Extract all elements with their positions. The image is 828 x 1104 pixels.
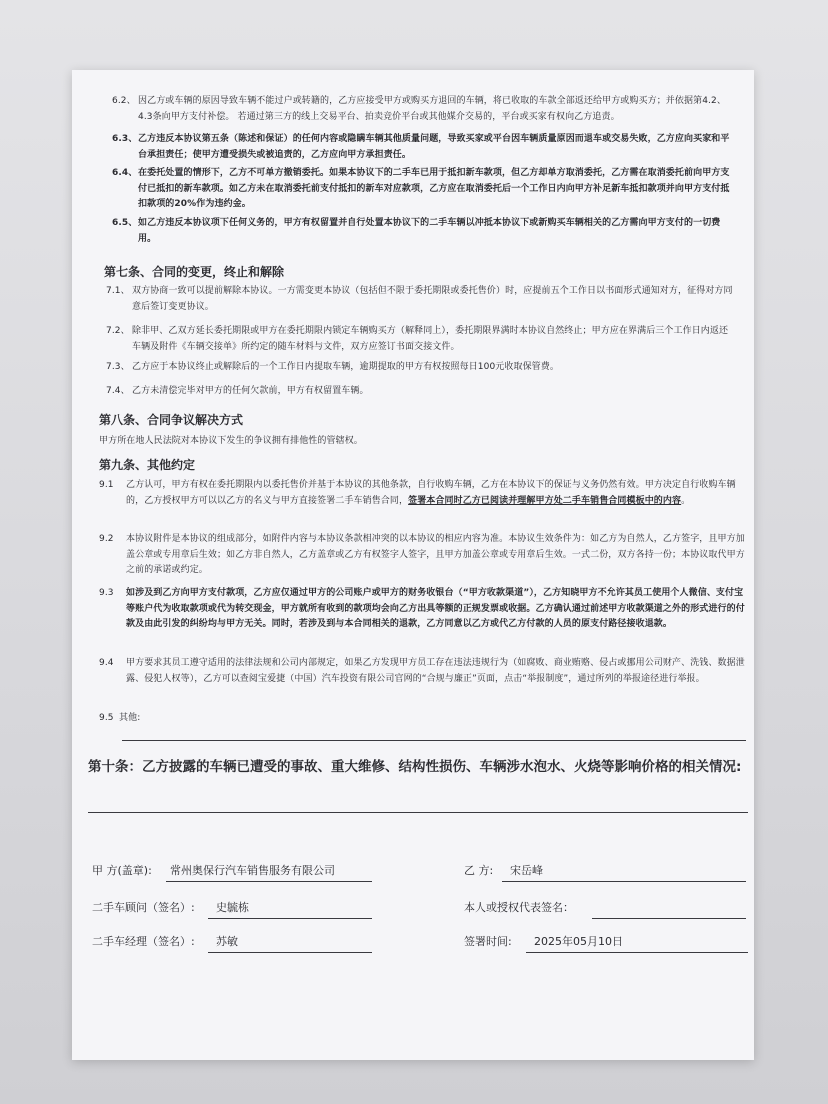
manager-line — [208, 952, 372, 953]
other-terms-line — [122, 740, 746, 741]
disclosure-line — [88, 812, 748, 813]
advisor-value: 史毓栋 — [216, 901, 249, 914]
clause-7-4 — [106, 384, 734, 400]
clause-number: 6.3、 — [112, 134, 138, 144]
advisor-label: 二手车顾问（签名）: — [92, 901, 195, 914]
clause-text: 乙方违反本协议第五条（陈述和保证）的任何内容或隐瞒车辆其他质量问题，导致买家或平台因车辆质量原因而退车或交易失败，乙方应向买家和平台承担责任；使甲方遭受损失或被追责的，乙方应向甲方承担责任。 — [138, 134, 730, 160]
clause-6-3 — [112, 132, 730, 163]
clause-text: 乙方未清偿完毕对甲方的任何欠款前，甲方有权留置车辆。 — [132, 386, 369, 396]
clause-text: 因乙方或车辆的原因导致车辆不能过户或转籍的，乙方应接受甲方或购买方退回的车辆，将已收取的车款全部返还给甲方或购买方；并依据第4.2、4.3条向甲方支付补偿。 若通过第三方的线上交易平台、拍卖竞价平台或其他媒介交易的，平台或买家有权向乙方追责。 — [138, 96, 726, 122]
clause-number: 9.5 — [99, 713, 114, 723]
clause-7-1 — [106, 284, 734, 315]
clause-9-1 — [99, 478, 747, 509]
clause-7-3 — [106, 360, 734, 376]
party-a-label: 甲 方(盖章): — [92, 864, 152, 877]
party-a-value: 常州奥保行汽车销售服务有限公司 — [170, 864, 335, 877]
date-line — [526, 952, 748, 953]
advisor-line — [208, 918, 372, 919]
rep-line — [592, 918, 746, 919]
section-7-title: 第七条、合同的变更，终止和解除 — [104, 265, 285, 279]
clause-number: 7.3、 — [106, 362, 130, 372]
clause-number: 9.4 — [99, 658, 114, 668]
section-8-text: 甲方所在地人民法院对本协议下发生的争议拥有排他性的管辖权。 — [99, 436, 363, 446]
clause-6-2 — [112, 94, 730, 125]
clause-9-1-body: 乙方认可，甲方有权在委托期限内以委托售价并基于本协议的其他条款，自行收购车辆，乙方在本协议下的保证与义务仍然有效。甲方决定自行收购车辆的，乙方授权甲方可以以乙方的名义与甲方直接签署二手车销售合同， — [126, 480, 736, 506]
section-9-title: 第九条、其他约定 — [99, 458, 196, 472]
clause-9-1-emphasis: 签署本合同时乙方已阅读并理解甲方处二手车销售合同模板中的内容 — [408, 495, 682, 506]
clause-number: 9.3 — [99, 588, 114, 598]
clause-9-1-end: 。 — [681, 495, 691, 506]
clause-text: 双方协商一致可以提前解除本协议。一方需变更本协议（包括但不限于委托期限或委托售价）时，应提前五个工作日以书面形式通知对方，征得对方同意后签订变更协议。 — [132, 286, 733, 312]
clause-number: 6.4、 — [112, 168, 138, 178]
clause-number: 7.2、 — [106, 326, 130, 336]
clause-number: 6.2、 — [112, 96, 136, 106]
clause-9-4 — [99, 656, 747, 687]
clause-7-2 — [106, 324, 734, 355]
clause-text: 在委托处置的情形下，乙方不可单方撤销委托。如果本协议下的二手车已用于抵扣新车款项，但乙方却单方取消委托，乙方需在取消委托前向甲方支付已抵扣的新车款项。如乙方未在取消委托前支付抵扣的新车对应款项，乙方应在取消委托后一个工作日内向甲方补足新车抵扣款项并向甲方支付抵扣款项的20%作为违约金。 — [138, 168, 730, 209]
date-value: 2025年05月10日 — [534, 935, 623, 948]
clause-6-4 — [112, 166, 730, 213]
rep-label: 本人或授权代表签名： — [464, 901, 574, 914]
clause-text: 本协议附件是本协议的组成部分，如附件内容与本协议条款相冲突的以本协议的相应内容为准。本协议生效条件为：如乙方为自然人，乙方签字，且甲方加盖公章或专用章后生效；如乙方非自然人，乙方盖章或乙方有权签字人签字，且甲方加盖公章或专用章后生效。一式二份，双方各持一份；本协议取代甲方之前的承诺或约定。 — [126, 534, 745, 575]
clause-6-5 — [112, 216, 730, 247]
clause-9-3 — [99, 586, 747, 633]
clause-text: 甲方要求其员工遵守适用的法律法规和公司内部规定，如果乙方发现甲方员工存在违法违规行为（如腐败、商业贿赂、侵占或挪用公司财产、洗钱、数据泄露、侵犯人权等），乙方可以查阅宝爱捷（中国）汽车投资有限公司官网的“合规与廉正”页面，点击“举报制度”，通过所列的举报途径进行举报。 — [126, 658, 745, 684]
clause-number: 9.1 — [99, 480, 114, 490]
clause-number: 6.5、 — [112, 218, 138, 228]
clause-number: 7.1、 — [106, 286, 130, 296]
clause-text: 如涉及到乙方向甲方支付款项，乙方应仅通过甲方的公司账户或甲方的财务收银台（“甲方收款渠道”），乙方知晓甲方不允许其员工使用个人微信、支付宝等账户代为收取款项或代为转交现金，甲方就所有收到的款项均会向乙方出具等额的正规发票或收据。乙方确认通过前述甲方收款渠道之外的形式进行的付款及由此引发的纠纷均与甲方无关。同时，若涉及到与本合同相关的退款，乙方同意以乙方或代乙方付款的人员的原支付路径接收退款。 — [126, 588, 745, 629]
contract-content — [72, 70, 754, 1060]
clause-text: 如乙方违反本协议项下任何义务的，甲方有权留置并自行处置本协议下的二手车辆以冲抵本协议下或新购买车辆相关的乙方需向甲方支付的一切费用。 — [138, 218, 721, 244]
section-8-title: 第八条、合同争议解决方式 — [99, 413, 244, 427]
clause-9-2 — [99, 532, 747, 579]
manager-label: 二手车经理（签名）: — [92, 935, 195, 948]
party-b-value: 宋岳峰 — [510, 864, 543, 877]
clause-number: 9.2 — [99, 534, 114, 544]
party-a-line — [166, 881, 372, 882]
manager-value: 苏敏 — [216, 935, 238, 948]
clause-text: 乙方应于本协议终止或解除后的一个工作日内提取车辆，逾期提取的甲方有权按照每日100元收取保管费。 — [132, 362, 559, 372]
clause-text: 除非甲、乙双方延长委托期限或甲方在委托期限内锁定车辆购买方（解释同上），委托期限界满时本协议自然终止；甲方应在界满后三个工作日内返还车辆及附件《车辆交接单》所约定的随车材料与文件，双方应签订书面交接文件。 — [132, 326, 729, 352]
party-b-line — [502, 881, 746, 882]
clause-9-5-label: 其他: — [119, 713, 141, 723]
clause-text — [99, 478, 747, 509]
clause-number: 7.4、 — [106, 386, 130, 396]
date-label: 签署时间: — [464, 935, 512, 948]
contract-page — [72, 70, 754, 1060]
party-b-label: 乙 方: — [464, 864, 494, 877]
clause-9-5 — [99, 711, 299, 727]
section-10-title: 第十条：乙方披露的车辆已遭受的事故、重大维修、结构性损伤、车辆涉水泡水、火烧等影响价格的相关情况: — [88, 759, 742, 775]
